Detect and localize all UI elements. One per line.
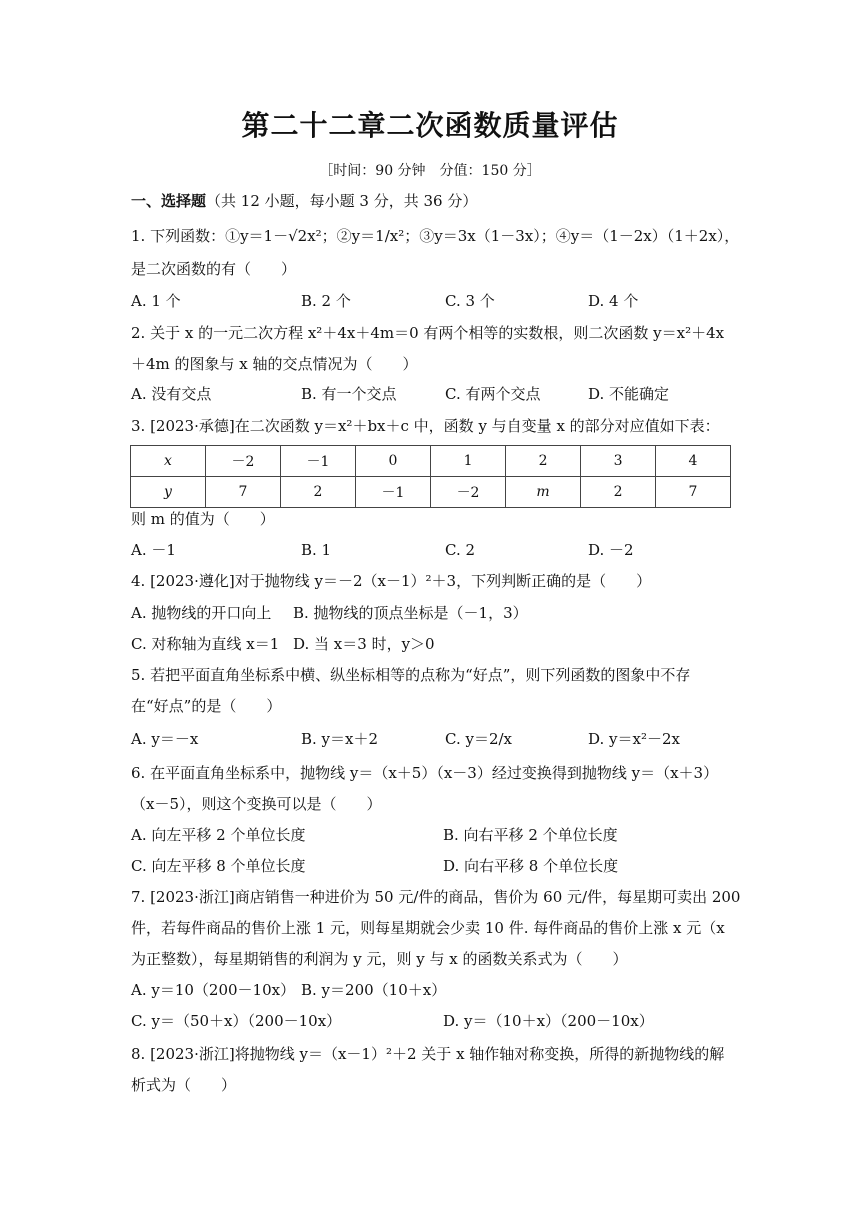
table-cell: 4	[656, 446, 731, 477]
q7-line3: 为正整数），每星期销售的利润为 y 元，则 y 与 x 的函数关系式为（ ）	[131, 950, 628, 968]
page-title: 第二十二章二次函数质量评估	[241, 109, 619, 142]
q7-option-a: A. y＝10（200－10x）	[131, 981, 296, 999]
q4-option-c: C. 对称轴为直线 x＝1	[131, 635, 280, 653]
q2-option-d: D. 不能确定	[588, 385, 670, 403]
table-cell: m	[506, 477, 581, 508]
table-row-y	[131, 477, 731, 508]
q3-option-b: B. 1	[301, 541, 332, 559]
q5-line1: 5. 若把平面直角坐标系中横、纵坐标相等的点称为“好点”，则下列函数的图象中不存	[131, 666, 691, 684]
q3-line2: 则 m 的值为（ ）	[131, 510, 275, 528]
q6-option-d: D. 向右平移 8 个单位长度	[443, 857, 619, 875]
table-cell: 7	[656, 477, 731, 508]
table-cell: 7	[205, 477, 280, 508]
table-row-x	[131, 446, 731, 477]
q1-line1: 1. 下列函数：①y＝1－√2x²；②y＝1/x²；③y＝3x（1－3x）；④y＝（1－2x）（1＋2x），	[131, 227, 740, 245]
q5-option-c: C. y＝2/x	[445, 730, 513, 748]
q4-option-d: D. 当 x＝3 时，y＞0	[293, 635, 435, 653]
table-cell: －2	[205, 446, 280, 477]
q6-line2: （x－5），则这个变换可以是（ ）	[131, 795, 382, 813]
q3-option-d: D. －2	[588, 541, 634, 559]
q3-option-a: A. －1	[131, 541, 176, 559]
q7-line2: 件，若每件商品的售价上涨 1 元，则每星期就会少卖 10 件. 每件商品的售价上涨 x 元（x	[131, 919, 725, 937]
q1-line2: 是二次函数的有（ ）	[131, 260, 297, 278]
q8-line2: 析式为（ ）	[131, 1076, 237, 1094]
q1-option-a: A. 1 个	[131, 292, 181, 310]
q7-option-d: D. y＝（10＋x）（200－10x）	[443, 1012, 654, 1030]
q6-option-c: C. 向左平移 8 个单位长度	[131, 857, 306, 875]
q4-line1: 4. [2023·遵化]对于抛物线 y＝－2（x－1）²＋3，下列判断正确的是（ ）	[131, 572, 652, 590]
table-cell: －2	[431, 477, 506, 508]
table-cell: 2	[506, 446, 581, 477]
table-cell: 3	[581, 446, 656, 477]
q7-line1: 7. [2023·浙江]商店销售一种进价为 50 元/件的商品，售价为 60 元/件，每星期可卖出 200	[131, 888, 741, 906]
q7-option-b: B. y＝200（10＋x）	[301, 981, 447, 999]
q7-option-c: C. y＝（50＋x）（200－10x）	[131, 1012, 342, 1030]
table-cell: －1	[355, 477, 430, 508]
table-cell: －1	[280, 446, 355, 477]
q5-option-d: D. y＝x²－2x	[588, 730, 680, 748]
exam-info: ［时间：90 分钟 分值：150 分］	[319, 163, 541, 179]
q1-option-b: B. 2 个	[301, 292, 351, 310]
section-note: （共 12 小题，每小题 3 分，共 36 分）	[206, 192, 478, 210]
table-cell: x	[131, 446, 206, 477]
q2-line1: 2. 关于 x 的一元二次方程 x²＋4x＋4m＝0 有两个相等的实数根，则二次函数 y＝x²＋4x	[131, 324, 725, 342]
q4-option-b: B. 抛物线的顶点坐标是（－1，3）	[293, 604, 528, 622]
q1-option-c: C. 3 个	[445, 292, 495, 310]
q4-option-a: A. 抛物线的开口向上	[131, 604, 272, 622]
q3-line1: 3. [2023·承德]在二次函数 y＝x²＋bx＋c 中，函数 y 与自变量 x 的部分对应值如下表：	[131, 417, 720, 435]
section-label: 一、选择题	[131, 192, 207, 210]
table-cell: 2	[280, 477, 355, 508]
q8-line1: 8. [2023·浙江]将抛物线 y＝（x－1）²＋2 关于 x 轴作轴对称变换，所得的新抛物线的解	[131, 1045, 725, 1063]
table-cell: 2	[581, 477, 656, 508]
q5-option-b: B. y＝x＋2	[301, 730, 379, 748]
q6-line1: 6. 在平面直角坐标系中，抛物线 y＝（x＋5）（x－3）经过变换得到抛物线 y＝（x＋3）	[131, 764, 719, 782]
table-cell: 1	[431, 446, 506, 477]
table-cell: y	[131, 477, 206, 508]
q2-option-a: A. 没有交点	[131, 385, 212, 403]
q3-option-c: C. 2	[445, 541, 476, 559]
q6-option-a: A. 向左平移 2 个单位长度	[131, 826, 306, 844]
value-table	[130, 445, 731, 508]
section-heading	[131, 191, 477, 211]
q1-option-d: D. 4 个	[588, 292, 639, 310]
table-cell: 0	[355, 446, 430, 477]
q5-option-a: A. y＝－x	[131, 730, 199, 748]
q6-option-b: B. 向右平移 2 个单位长度	[443, 826, 618, 844]
q2-option-c: C. 有两个交点	[445, 385, 541, 403]
q2-line2: ＋4m 的图象与 x 轴的交点情况为（ ）	[131, 355, 418, 373]
q2-option-b: B. 有一个交点	[301, 385, 397, 403]
q5-line2: 在“好点”的是（ ）	[131, 697, 282, 715]
